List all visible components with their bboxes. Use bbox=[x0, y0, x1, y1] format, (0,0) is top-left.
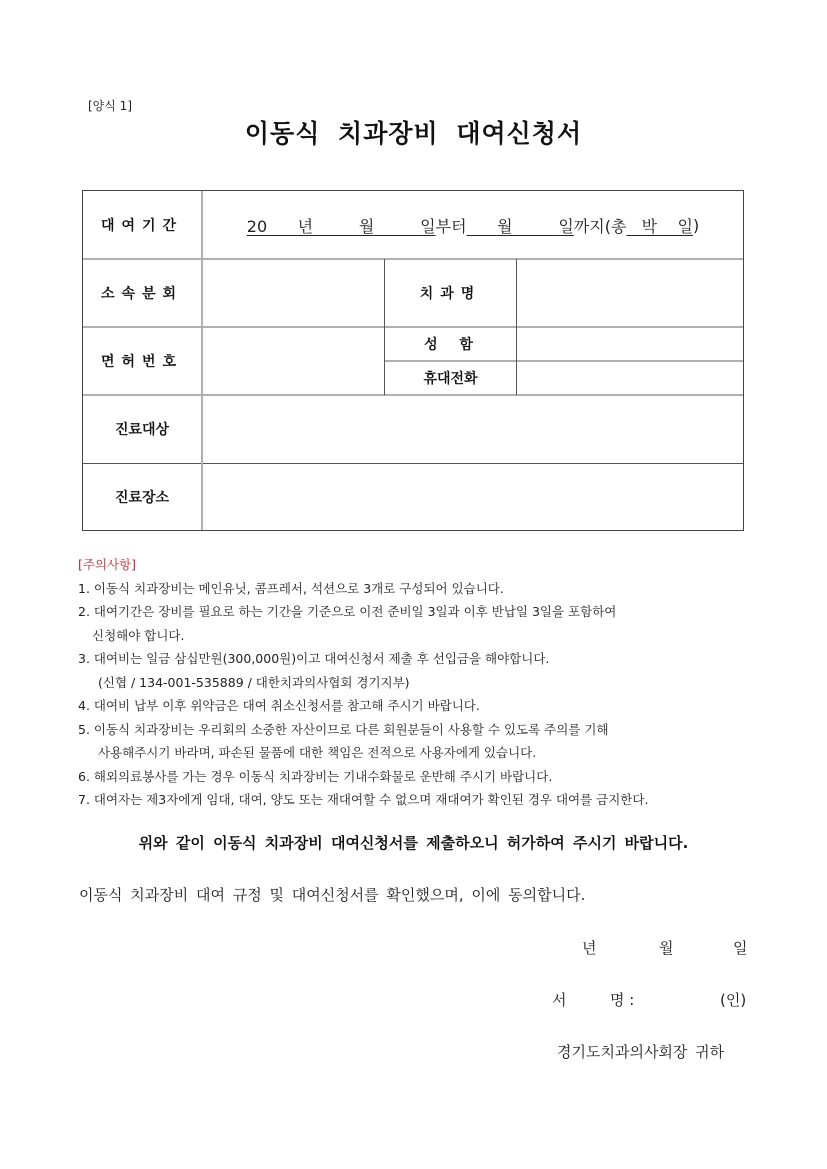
treatment-location-input[interactable] bbox=[203, 464, 743, 530]
mobile-input[interactable] bbox=[517, 361, 743, 395]
signature-label-2: 명 : bbox=[610, 991, 635, 1009]
month-unit: 월 bbox=[358, 216, 375, 236]
treatment-target-label: 진료대상 bbox=[114, 422, 170, 438]
precaution-item: 6. 해외의료봉사를 가는 경우 이동식 치과장비는 기내수화물로 운반해 주시기 바랍니다. bbox=[78, 768, 553, 784]
year-unit: 년 bbox=[297, 216, 314, 236]
from-suffix: 부터 bbox=[435, 216, 467, 236]
precaution-item-continued: 사용해주시기 바라며, 파손된 물품에 대한 책임은 전적으로 사용자에게 있습니다. bbox=[98, 745, 537, 760]
total-close: ) bbox=[692, 215, 700, 235]
year-prefix: 20 bbox=[246, 216, 268, 236]
signature-label-1: 서 bbox=[552, 991, 567, 1009]
page-title: 이동식 치과장비 대여신청서 bbox=[244, 119, 583, 148]
mobile-label: 휴대전화 bbox=[423, 371, 478, 387]
precaution-item: 7. 대여자는 제3자에게 임대, 대여, 양도 또는 재대여할 수 없으며 재대여가 확인된 경우 대여를 금지한다. bbox=[78, 792, 649, 807]
date-day-label: 일 bbox=[733, 939, 748, 957]
date-year-label: 년 bbox=[582, 939, 597, 957]
clinic-name-label: 치과명 bbox=[419, 286, 482, 302]
total-open: (총 bbox=[604, 216, 627, 236]
seal-label: (인) bbox=[720, 991, 747, 1009]
precautions bbox=[78, 553, 778, 812]
addressee: 경기도치과의사회장 귀하 bbox=[557, 1043, 725, 1061]
precaution-item: 1. 이동식 치과장비는 메인유닛, 콤프레서, 석션으로 3개로 구성되어 있습니다. bbox=[78, 580, 504, 596]
precaution-item-continued: 신청해야 합니다. bbox=[92, 627, 185, 643]
end-day-unit: 일 bbox=[558, 216, 574, 236]
application-form-table bbox=[82, 190, 744, 531]
precautions-heading: [주의사항] bbox=[78, 557, 137, 572]
total-duration-blank[interactable] bbox=[626, 214, 693, 237]
nights-unit: 박 bbox=[641, 216, 658, 236]
license-number-label: 면허번호 bbox=[100, 354, 184, 370]
rental-period-field[interactable] bbox=[203, 191, 743, 259]
end-date-blank[interactable] bbox=[467, 214, 574, 237]
until-suffix: 까지 bbox=[573, 216, 605, 236]
days-unit: 일 bbox=[677, 216, 693, 236]
rental-period-label: 대여기간 bbox=[100, 218, 184, 234]
precaution-item: 4. 대여비 납부 이후 위약금은 대여 취소신청서를 참고해 주시기 바랍니다. bbox=[78, 698, 480, 713]
license-number-input[interactable] bbox=[203, 327, 384, 395]
request-statement: 위와 같이 이동식 치과장비 대여신청서를 제출하오니 허가하여 주시기 바랍니다. bbox=[138, 834, 689, 852]
day-unit: 일 bbox=[420, 216, 436, 236]
form-number: [양식 1] bbox=[88, 99, 132, 113]
agreement-statement: 이동식 치과장비 대여 규정 및 대여신청서를 확인했으며, 이에 동의합니다. bbox=[79, 886, 586, 904]
precaution-item-continued: (신협 / 134-001-535889 / 대한치과의사협회 경기지부) bbox=[98, 674, 410, 690]
treatment-location-label: 진료장소 bbox=[114, 490, 170, 506]
date-month-label: 월 bbox=[659, 939, 674, 957]
branch-label: 소속분회 bbox=[100, 286, 184, 302]
precaution-item: 2. 대여기간은 장비를 필요로 하는 기간을 기준으로 이전 준비일 3일과 이후 반납일 3일을 포함하여 bbox=[78, 604, 617, 619]
clinic-name-input[interactable] bbox=[517, 259, 743, 327]
treatment-target-input[interactable] bbox=[203, 395, 743, 463]
precaution-item: 5. 이동식 치과장비는 우리회의 소중한 자산이므로 다른 회원분들이 사용할 수 있도록 주의를 기해 bbox=[78, 721, 609, 737]
end-month-unit: 월 bbox=[497, 216, 513, 236]
name-label: 성 함 bbox=[424, 337, 477, 353]
precaution-item: 3. 대여비는 일금 삼십만원(300,000원)이고 대여신청서 제출 후 선입금을 해야합니다. bbox=[78, 651, 550, 666]
branch-input[interactable] bbox=[203, 259, 384, 327]
name-input[interactable] bbox=[517, 327, 743, 361]
start-date-blank[interactable] bbox=[247, 214, 436, 237]
